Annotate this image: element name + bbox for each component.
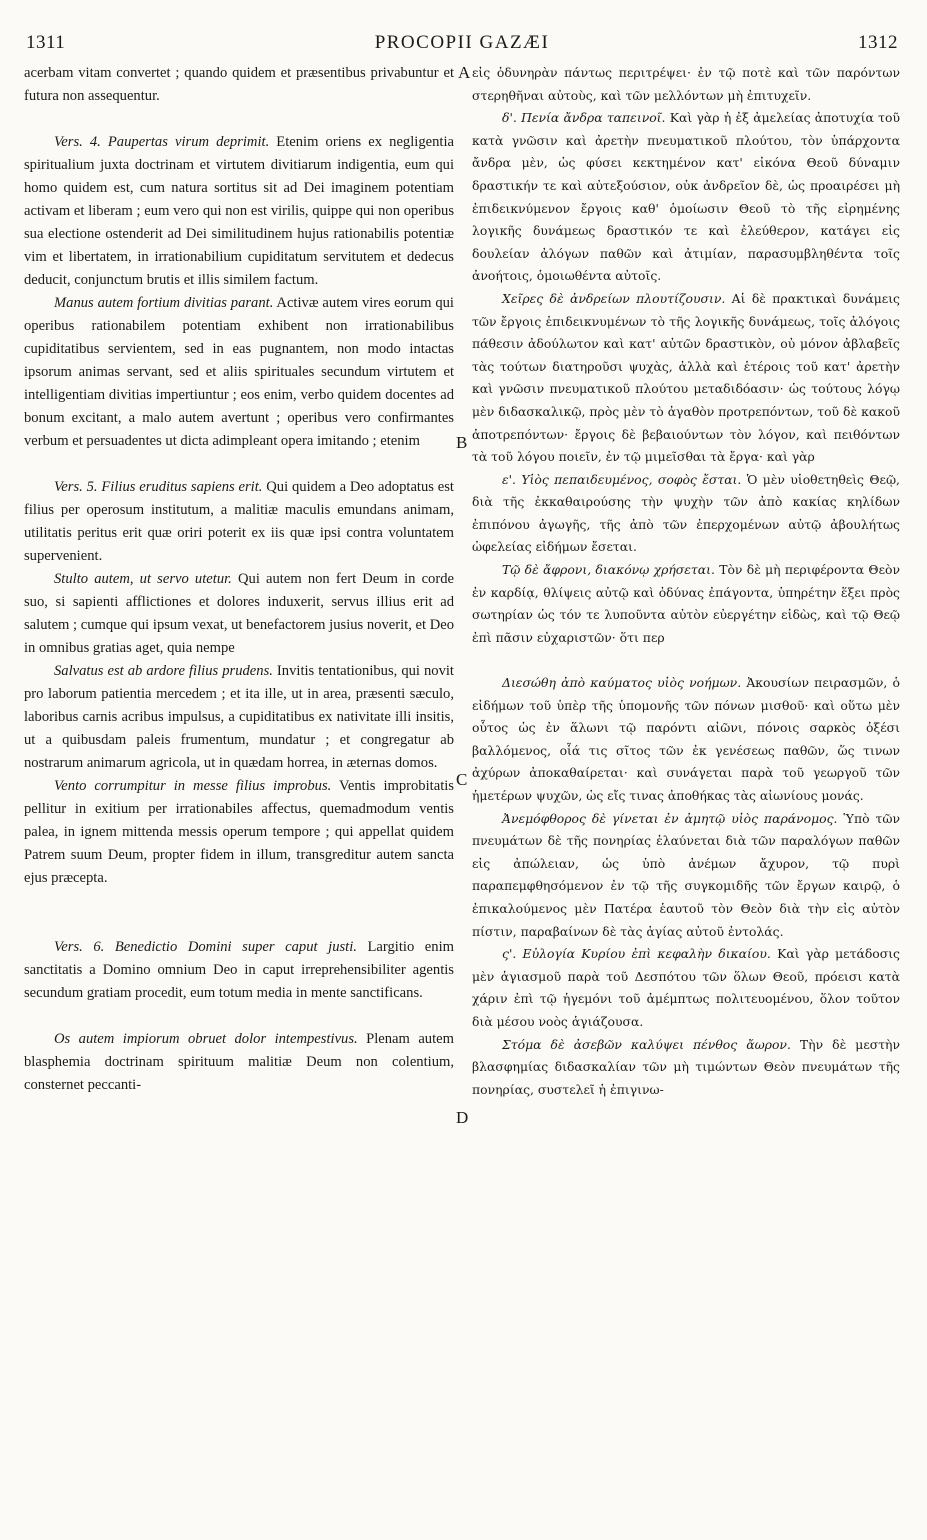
latin-paragraph: Manus autem fortium divitias parant. Activæ autem vires eorum qui operibus rationabilem potentiam exhibent non irrationabilibus cupiditatibus servientem, sed in eas pugnantem, non modo intactas ipsorum animas servant, sed et aliis spirituales secundum virtutem et intelligentiam divitias impertiuntur ; eos enim, verbo quidem docentes ad bonum excitant, a malo autem avertunt ; operibus vero confirmantes verbum et persuadentes ut dicta adimpleant opera imitando ; etenim	[24, 295, 454, 449]
greek-paragraph: Τῷ δὲ ἄφρονι, διακόνῳ χρήσεται. Τὸν δὲ μὴ περιφέροντα Θεὸν ἐν καρδίᾳ, θλίψεις αὐτῷ καὶ ὀδύνας ἐπάγοντα, ὑπηρέτην ἕξει πρὸς σωτηρίαν ὡς τόν τε λυποῦντα αὐτὸν εὐεργέτην εἰδὼς, καὶ τῷ Θεῷ ἐπὶ πᾶσιν εὐχαριστῶν· ὅτι περ	[472, 562, 900, 645]
verse-lemma: Salvatus est ab ardore filius prudens.	[54, 663, 273, 679]
greek-paragraph: ε'. Υἱὸς πεπαιδευμένος, σοφὸς ἔσται. Ὁ μὲν υἱοθετηθεὶς Θεῷ, διὰ τῆς ἐκκαθαιρούσης τὴν ψυχὴν τῶν ἀπὸ κακίας κηλίδων ἐπιπόνου ἀγωγῆς, τῆς ἀπὸ τῶν ἐπερχομένων αὐτῷ ἀβουλήτως ὠφελείας εἰδήμων ἔσεται.	[472, 471, 900, 555]
latin-paragraph: acerbam vitam convertet ; quando quidem et præsentibus privabuntur et futura non assequentur.	[24, 65, 454, 104]
greek-paragraph: Ἀνεμόφθορος δὲ γίνεται ἐν ἀμητῷ υἱὸς παράνομος. Ὑπὸ τῶν πνευμάτων δὲ τῆς πονηρίας ἐλαύνεται διὰ τῶν παραλόγων παθῶν εἰς ἀπώλειαν, ὡς ὑπὸ ἀνέμων ἄχυρον, τῷ πυρὶ παραπεμφθησόμενον ἐν τῷ τῆς συγκομιδῆς τῶν ἔργων καιρῷ, ὁ ἐπικαλούμενος μὲν Πατέρα ἑαυτοῦ τὸν Θεὸν διὰ τὴν εἰς αὐτὸν πίστιν, παραβαίνων δὲ τὰς ἁγίας αὐτοῦ ἐντολάς.	[472, 810, 900, 939]
verse-lemma: Os autem impiorum obruet dolor intempestivus.	[54, 1031, 358, 1047]
verse-lemma: Vers. 6. Benedictio Domini super caput justi.	[54, 939, 357, 955]
latin-column	[24, 62, 454, 1097]
latin-paragraph: Vers. 5. Filius eruditus sapiens erit. Qui quidem a Deo adoptatus est filius per operosum institutum, a malitiæ maculis emundans animam, utilitatis peritus erit quæ oriri poterit ex iis quæ ipsi contra voluntatem supervenient.	[24, 479, 454, 564]
section-marker-a: A	[458, 63, 471, 82]
greek-paragraph: δ'. Πενία ἄνδρα ταπεινοῖ. Καὶ γὰρ ἡ ἐξ ἀμελείας ἀποτυχία τοῦ κατὰ γνῶσιν καὶ ἀρετὴν πνευματικοῦ πλούτου, τὸν ὑπάρχοντα ἄνδρα μὲν, ὡς φύσει κεκτημένον κατ' εἰκόνα Θεοῦ δύναμιν δραστικήν τε καὶ αὐτεξούσιον, οὐκ ἀνδρεῖον δὲ, ὡς προαιρέσει μὴ ἐπιδεικνύμενον ἔργοις καθ' ὁμοίωσιν Θεοῦ τὸ τῆς εἰρημένης λογικῆς δυνάμεως δραστικόν τε καὶ ἐλεύθερον, κατάγει εἰς δουλείαν ἀλόγων παθῶν καὶ ἀτιμίαν, παρασυμβληθέντα τοῖς ἀνοήτοις, ὁμοιωθέντα αὐτοῖς.	[472, 110, 900, 284]
running-title: PROCOPII GAZÆI	[374, 32, 550, 53]
greek-paragraph: Διεσώθη ἀπὸ καύματος υἱὸς νοήμων. Ἀκουσίων πειρασμῶν, ὁ εἰδήμων τοῦ ὑπὲρ τῆς ὑπομονῆς τῶν πόνων μισθοῦ· καὶ οὕτω μὲν οὗτος ὡς ἐν ἅλωνι τῷ παρόντι αἰῶνι, πόνοις σαρκὸς ὀξέσι βαλλόμενος, οἷά τις σῖτος τῶν ἐκ γενέσεως παθῶν, ὥς τινων ἀχύρων ἀποκαθαίρεται· καὶ συνάγεται παρὰ τοῦ γεωργοῦ τῶν ἡμετέρων ψυχῶν, ὡς εἴς τινας ἀποθήκας τὰς αἰωνίους μονάς.	[472, 675, 900, 803]
latin-paragraph: Stulto autem, ut servo utetur. Qui autem non fert Deum in corde suo, si sapienti afflictiones et dolores induxerit, servus illius erit ad salutem ; cumque qui ipsum vexat, ut benefactorem jusius noverit, et Deo in omnibus gratias aget, quia nempe	[24, 571, 455, 656]
verse-lemma: δ'. Πενία ἄνδρα ταπεινοῖ.	[502, 110, 666, 126]
greek-column	[472, 62, 900, 1101]
verse-lemma: Vers. 4. Paupertas virum deprimit.	[54, 134, 270, 150]
latin-paragraph: Os autem impiorum obruet dolor intempestivus. Plenam autem blasphemia doctrinam spirituum malitiæ Deum non colentium, consternet peccanti-	[24, 1031, 454, 1093]
left-column-number: 1311	[26, 32, 66, 53]
greek-paragraph: Χεῖρες δὲ ἀνδρείων πλουτίζουσιν. Αἱ δὲ πρακτικαὶ δυνάμεις τῶν ἔργοις ἐπιδεικνυμένων τὸ τῆς λογικῆς δυνάμεως, τοῖς ἀλόγοις πάθεσιν ἀδούλωτον καὶ κατ' αὐτῶν δραστικὸν, οὐ μόνον ἀβλαβεῖς τὰς τούτων διατηροῦσι ψυχὰς, ἀλλὰ καὶ ἑτέροις τοῦ κατ' ἀρετὴν καὶ γνῶσιν πνευματικοῦ πλούτου μεταδιδόασιν· ὡς τούτους λόγῳ μὲν διδασκαλικῷ, πρὸς μὲν τὸ ἀγαθὸν προτρεπόντων, τοῦ δὲ κακοῦ ἀποτρεπόντων· ἔργοις δὲ βεβαιούντων τὸν λόγον, καὶ πειθόντων τὰ τοῦ λόγου ποιεῖν, ἐν τῷ μιμεῖσθαι τὰ ἔργα· καὶ γὰρ	[472, 290, 900, 465]
latin-paragraph: Vers. 4. Paupertas virum deprimit. Etenim oriens ex negligentia spiritualium juxta doctrinam et virtutem divitiarum indigentia, eum qui homo quidem est, cum natura sortitus sit ad Dei imaginem potentiam activam et liberam ; eum vero qui non est virilis, quippe qui non operibus sua electione ostenderit ad Dei similitudinem hujus rationabilis potentiæ vim et libertatem, in irrationabilium cupiditatum servitutem et dedecus deducit, conjunctum brutis et illis similem factum.	[24, 134, 454, 288]
page-header	[26, 32, 898, 58]
verse-lemma: Χεῖρες δὲ ἀνδρείων πλουτίζουσιν.	[502, 290, 726, 306]
section-marker-d: D	[456, 1108, 469, 1127]
verse-lemma: ς'. Εὐλογία Κυρίου ἐπὶ κεφαλὴν δικαίου.	[502, 946, 771, 962]
verse-lemma: Διεσώθη ἀπὸ καύματος υἱὸς νοήμων.	[502, 675, 742, 691]
verse-lemma: Stulto autem, ut servo utetur.	[54, 571, 232, 587]
latin-paragraph: Vento corrumpitur in messe filius improbus. Ventis improbitatis pellitur in exitium per irrationabiles affectus, quemadmodum ventis palea, in ignem mittenda messis operum tempore ; qui appellat quidem Patrem suum Deum, propter fidem in illum, transgreditur autem sancta ejus præcepta.	[24, 778, 454, 886]
section-marker-b: B	[456, 433, 468, 452]
verse-lemma: Vers. 5. Filius eruditus sapiens erit.	[54, 479, 263, 495]
greek-paragraph: εἰς ὀδυνηρὰν πάντως περιτρέψει· ἐν τῷ ποτὲ καὶ τῶν παρόντων στερηθῆναι αὐτοὺς, καὶ τῶν μελλόντων μὴ ἐπιτυχεῖν.	[472, 65, 900, 103]
right-column-number: 1312	[858, 32, 898, 53]
verse-lemma: ε'. Υἱὸς πεπαιδευμένος, σοφὸς ἔσται.	[502, 471, 742, 487]
latin-paragraph: Vers. 6. Benedictio Domini super caput justi. Largitio enim sanctitatis a Domino omnium Deo in caput irreprehensibiliter agentis secundum gratiam procedit, eum totum media in mente sanctificans.	[24, 939, 454, 1001]
latin-paragraph: Salvatus est ab ardore filius prudens. Invitis tentationibus, qui novit pro laborum patientia mercedem ; et ita ille, ut in area, præsenti sæculo, laboribus carnis acribus impulsus, a cupiditatibus ex nativitate illi insitis, ut a quibusdam paleis frumentum, mundatur ; et congregatur ab nostrarum animarum agricola, ut in quædam horrea, in æternas domos.	[24, 663, 454, 771]
verse-lemma: Τῷ δὲ ἄφρονι, διακόνῳ χρήσεται.	[502, 562, 715, 578]
verse-lemma: Vento corrumpitur in messe filius improbus.	[54, 778, 332, 794]
greek-paragraph: ς'. Εὐλογία Κυρίου ἐπὶ κεφαλὴν δικαίου. Καὶ γὰρ μετάδοσις μὲν ἁγιασμοῦ παρὰ τοῦ Δεσπότου τῶν ὅλων Θεοῦ, πρόεισι κατὰ χάριν ἐπὶ τῷ ἡγεμόνι τοῦ ἀμέμπτως πολιτευομένου, ὅλον τοῦτον διὰ μέσου νοὸς ἁγιάζουσα.	[472, 946, 900, 1029]
section-marker-c: C	[456, 770, 468, 789]
verse-lemma: Manus autem fortium divitias parant.	[54, 295, 274, 311]
verse-lemma: Στόμα δὲ ἀσεβῶν καλύψει πένθος ἄωρον.	[502, 1036, 791, 1052]
verse-lemma: Ἀνεμόφθορος δὲ γίνεται ἐν ἀμητῷ υἱὸς παράνομος.	[502, 810, 838, 826]
greek-paragraph: Στόμα δὲ ἀσεβῶν καλύψει πένθος ἄωρον. Τὴν δὲ μεστὴν βλασφημίας διδασκαλίαν τῶν μὴ τιμώντων Θεὸν πνευμάτων τῆς πονηρίας, συστελεῖ ἡ ἐπιγινω-	[472, 1036, 901, 1097]
